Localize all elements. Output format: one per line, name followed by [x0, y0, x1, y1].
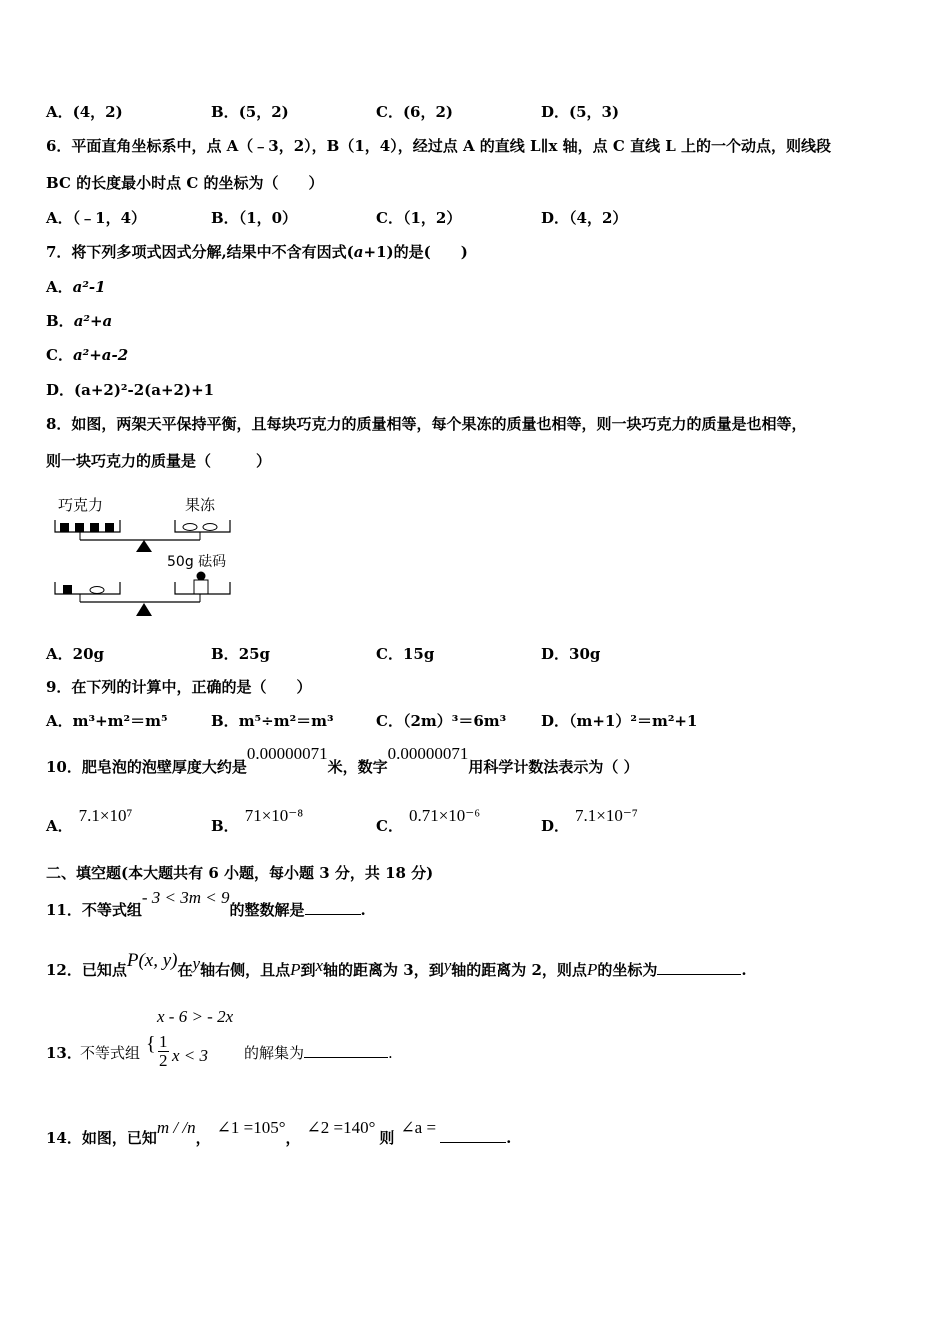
q13-fraction: 1 2	[159, 1032, 168, 1070]
q7-option-c: C．a²+a-2	[46, 346, 129, 364]
q13-inequality-1: x - 6 > - 2x	[157, 1007, 234, 1026]
q8-option-c: C．15g	[376, 645, 435, 663]
q5-option-d: D．(5，3)	[541, 103, 620, 121]
q9-option-c: C．（2m）³＝6m³	[376, 712, 507, 730]
q10-option-d: D．7.1×10⁻⁷	[541, 806, 638, 835]
q6-option-a: A．（﹣1，4）	[46, 209, 147, 227]
q7-option-d: D．(a+2)²-2(a+2)+1	[46, 381, 215, 399]
fulcrum-icon	[136, 603, 152, 616]
q6-stem-line2: BC 的长度最小时点 C 的坐标为（ ）	[46, 174, 324, 192]
q14-angle-a: ∠a =	[400, 1118, 437, 1137]
q9-stem: 9．在下列的计算中，正确的是（ ）	[46, 678, 312, 696]
q13-number: 13．	[46, 1044, 82, 1062]
q8-option-a: A．20g	[46, 645, 105, 663]
chocolate-block	[105, 523, 114, 532]
q12-point: P(x, y)	[126, 950, 178, 971]
q8-stem-line1: 8．如图，两架天平保持平衡，且每块巧克力的质量相等，每个果冻的质量也相等，则一块巧克力的质量是也相等，	[46, 415, 807, 433]
q5-option-b: B．(5，2)	[211, 103, 289, 121]
q7-option-b: B．a²+a	[46, 312, 113, 330]
q7-stem: 7．将下列多项式因式分解,结果中不含有因式(a+1)的是( )	[46, 243, 468, 261]
fulcrum-icon	[136, 540, 152, 552]
q9-option-d: D．（m+1）²＝m²+1	[541, 712, 698, 730]
q14: 14．如图，已知m / /n，∠1 =105°，∠2 =140°则∠a =.	[46, 1118, 512, 1147]
q14-angle-2: ∠2 =140°	[306, 1118, 376, 1137]
q13-label: 不等式组	[80, 1044, 141, 1062]
q13-answer-blank[interactable]	[304, 1043, 388, 1058]
q8-option-b: B．25g	[211, 645, 271, 663]
q6-stem-line1: 6．平面直角坐标系中，点 A（﹣3，2），B（1，4），经过点 A 的直线 L∥x 轴，点 C 直线 L 上的一个动点，则线段	[46, 137, 832, 155]
q11-inequality: - 3 < 3m < 9	[141, 888, 230, 907]
q10-stem: 10．肥皂泡的泡壁厚度大约是0.00000071米，数字0.00000071用科学计数法表示为（ ）	[46, 744, 639, 776]
weight-icon	[194, 580, 208, 594]
q10-number-2: 0.00000071	[387, 744, 469, 763]
label-jelly: 果冻	[185, 496, 216, 514]
q6-option-d: D．（4，2）	[541, 209, 628, 227]
q9-option-a: A．m³+m²＝m⁵	[46, 712, 168, 730]
chocolate-block	[75, 523, 84, 532]
q6-option-c: C．（1，2）	[376, 209, 462, 227]
q12-answer-blank[interactable]	[657, 960, 741, 975]
q10-option-c: C．0.71×10⁻⁶	[376, 806, 481, 835]
q11-answer-blank[interactable]	[305, 900, 361, 915]
q9-option-b: B．m⁵÷m²＝m³	[211, 712, 334, 730]
q5-option-a: A．(4，2)	[46, 103, 123, 121]
q10-option-a: A．7.1×10⁷	[46, 806, 133, 835]
q10-number-1: 0.00000071	[246, 744, 328, 763]
q14-angle-1: ∠1 =105°	[216, 1118, 286, 1137]
q12: 12．已知点P(x, y)在y轴右侧，且点P到x轴的距离为 3，到y轴的距离为 2，则点P的坐标为 .	[46, 950, 747, 979]
q13-brace: {	[146, 1033, 156, 1055]
q5-option-c: C．(6，2)	[376, 103, 454, 121]
q7-option-a: A．a²-1	[46, 278, 106, 296]
q11: 11．不等式组- 3 < 3m < 9的整数解是 .	[46, 888, 366, 919]
q8-option-d: D．30g	[541, 645, 601, 663]
jelly-icon	[203, 524, 217, 531]
balance-figure	[50, 490, 240, 625]
jelly-icon	[183, 524, 197, 531]
label-weight: 50g 砝码	[167, 554, 227, 570]
label-chocolate: 巧克力	[58, 496, 104, 514]
jelly-icon	[90, 587, 104, 594]
q10-option-b: B．71×10⁻⁸	[211, 806, 304, 835]
q14-parallel: m / /n	[156, 1118, 196, 1137]
q14-answer-blank[interactable]	[440, 1128, 506, 1143]
q13-inequality-2: x < 3	[172, 1046, 209, 1065]
q6-option-b: B．（1，0）	[211, 209, 298, 227]
q13-tail: 的解集为 .	[244, 1044, 393, 1062]
q8-stem-line2: 则一块巧克力的质量是（ ）	[46, 452, 272, 470]
chocolate-block	[63, 585, 72, 594]
chocolate-block	[90, 523, 99, 532]
chocolate-block	[60, 523, 69, 532]
section2-heading: 二、填空题(本大题共有 6 小题，每小题 3 分，共 18 分)	[46, 864, 434, 882]
